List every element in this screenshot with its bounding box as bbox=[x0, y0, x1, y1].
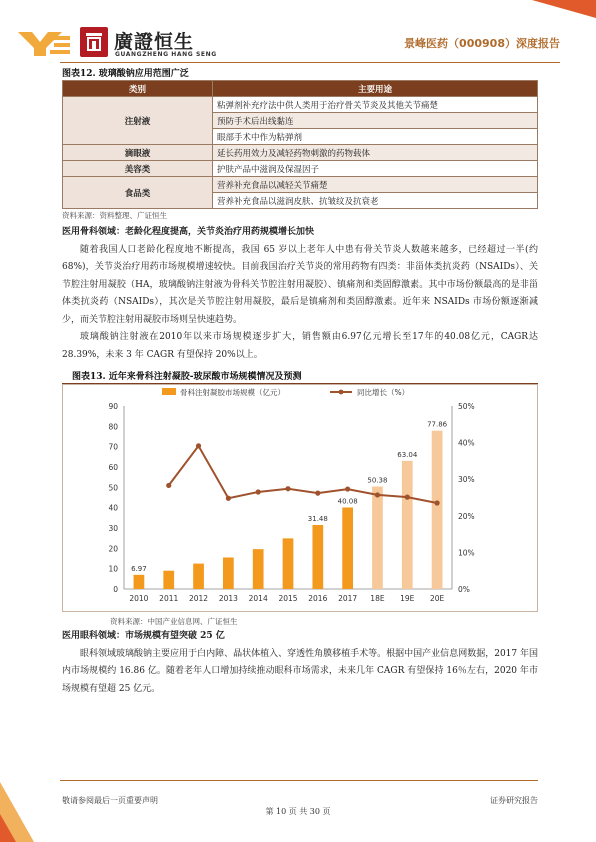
growth-point bbox=[345, 486, 350, 491]
bar bbox=[193, 564, 204, 589]
figure13-title-bar bbox=[62, 366, 538, 384]
market-size-chart bbox=[62, 384, 538, 612]
y-left-tick-label: 70 bbox=[108, 442, 118, 452]
table12-source: 资料来源：资料整理、广证恒生 bbox=[62, 211, 167, 220]
eye-paragraph-1: 眼科领域玻璃酸钠主要应用于白内障、晶状体植入、穿透性角膜移植手术等。根据中国产业信息网数据，2017 年国内市场规模约 16.86 亿。随着老年人口增加持续推动眼科市场需求，未来几年 CAGR 有望保持 16％左右，2020 年市场规模有望超 25 亿元。 bbox=[62, 648, 538, 694]
y-right-tick-label: 30% bbox=[458, 475, 475, 485]
header-divider bbox=[60, 62, 560, 63]
growth-point bbox=[405, 495, 410, 500]
bar bbox=[163, 571, 174, 589]
eye-heading: 医用眼科领域：市场规模有望突破 25 亿 bbox=[62, 631, 225, 641]
y-right-tick-label: 40% bbox=[458, 438, 475, 448]
table-cell-usage: 营养补充食品以滋润皮肤、抗皱纹及抗衰老 bbox=[213, 193, 538, 209]
ortho-paragraph-2: 玻璃酸钠注射液在2010年以来市场规模逐步扩大，销售额由6.97亿元增长至17年的40.08亿元，CAGR达 28.39%，未来 3 年 CAGR 有望保持 20%以上。 bbox=[62, 332, 538, 360]
y-left-tick-label: 80 bbox=[108, 422, 118, 432]
table-cell-usage: 眼部手术中作为粘弹剂 bbox=[213, 129, 538, 145]
bar bbox=[223, 557, 234, 589]
bar bbox=[312, 525, 323, 589]
x-tick-label: 2010 bbox=[129, 594, 149, 603]
footer-report-type: 证券研究报告 bbox=[490, 796, 538, 805]
y-left-tick-label: 60 bbox=[108, 463, 118, 472]
table-cell-usage: 粘弹剂补充疗法中供人类用于治疗骨关节炎及其他关节痛楚 bbox=[213, 97, 538, 113]
legend-label-line: 同比增长（%） bbox=[357, 388, 410, 397]
figure13-source: 资料来源：中国产业信息网、广证恒生 bbox=[110, 617, 238, 626]
bar bbox=[432, 431, 443, 589]
y-left-tick-label: 0 bbox=[113, 585, 118, 594]
growth-point bbox=[256, 489, 261, 494]
table-header-usage: 主要用途 bbox=[213, 81, 538, 97]
data-label: 63.04 bbox=[397, 450, 418, 459]
growth-point bbox=[196, 443, 201, 448]
legend-label-bar: 骨科注射凝胶市场规模（亿元） bbox=[180, 388, 285, 397]
x-tick-label: 20E bbox=[429, 594, 445, 603]
growth-point bbox=[434, 500, 439, 505]
y-left-tick-label: 50 bbox=[108, 483, 118, 493]
y-right-tick-label: 50% bbox=[458, 402, 475, 411]
ortho-section bbox=[62, 224, 538, 364]
data-label: 77.86 bbox=[427, 420, 448, 429]
legend-swatch-bar bbox=[162, 388, 176, 395]
bar bbox=[342, 508, 353, 589]
table-row bbox=[63, 177, 538, 193]
table-cell-usage: 护肤产品中滋润及保湿因子 bbox=[213, 161, 538, 177]
x-tick-label: 2017 bbox=[338, 594, 358, 603]
usage-table bbox=[62, 80, 538, 209]
table12-title: 图表12. 玻璃酸钠应用范围广泛 bbox=[62, 69, 189, 79]
y-left-tick-label: 90 bbox=[108, 402, 118, 411]
data-label: 50.38 bbox=[367, 476, 388, 485]
company-name-cn: 廣證恒生 bbox=[114, 31, 195, 53]
ortho-paragraph-1: 随着我国人口老龄化程度地不断提高，我国 65 岁以上老年人中患有骨关节炎人数越来越多，已经超过一半(约 68%)，关节炎治疗用药市场规模增速较快。目前我国治疗关节炎的常用药物有四类：非甾体类抗炎药（NSAIDs）、关节腔注射用凝胶（HA，玻璃酸钠注射液为骨科关节腔注射用凝胶）、镇痛剂和类固醇激素。其中市场份额最高的是非甾体类抗炎药（NSAIDs），其次是关节腔注射用凝胶，最后是镇痛剂和类固醇激素。近年来 NSAIDs 市场份额逐渐减少，而关节腔注射用凝胶市场则呈快速趋势。 bbox=[62, 244, 538, 325]
brand-emblem-icon bbox=[80, 27, 108, 57]
x-tick-label: 2016 bbox=[308, 594, 328, 603]
footer-corner-accent bbox=[0, 814, 16, 842]
footer-divider bbox=[60, 780, 538, 781]
data-label: 6.97 bbox=[131, 564, 147, 573]
table-header-row bbox=[63, 81, 538, 97]
table-cell-category: 滴眼液 bbox=[63, 145, 213, 161]
data-label: 31.48 bbox=[307, 514, 328, 523]
data-label: 40.08 bbox=[337, 497, 358, 506]
x-tick-label: 2013 bbox=[218, 594, 238, 603]
y-left-tick-label: 40 bbox=[108, 503, 118, 513]
y-right-tick-label: 20% bbox=[458, 511, 475, 521]
table-cell-usage: 营养补充食品以减轻关节痛楚 bbox=[213, 177, 538, 193]
x-tick-label: 2015 bbox=[278, 594, 298, 603]
growth-point bbox=[315, 491, 320, 496]
report-title: 景峰医药（000908）深度报告 bbox=[404, 37, 560, 50]
bar bbox=[134, 575, 145, 589]
table-cell-category: 美容类 bbox=[63, 161, 213, 177]
y-right-tick-label: 0% bbox=[458, 585, 470, 594]
x-tick-label: 18E bbox=[370, 594, 385, 603]
table-cell-category: 食品类 bbox=[63, 177, 213, 209]
table-row bbox=[63, 97, 538, 113]
company-name-en: GUANGZHENG HANG SENG bbox=[115, 51, 217, 58]
growth-point bbox=[285, 486, 290, 491]
y-right-tick-label: 10% bbox=[458, 548, 475, 558]
growth-point bbox=[166, 483, 171, 488]
ortho-heading: 医用骨科领域：老龄化程度提高，关节炎治疗用药规模增长加快 bbox=[62, 227, 315, 237]
eye-section bbox=[62, 628, 538, 698]
bar bbox=[402, 461, 413, 589]
table-cell-usage: 预防手术后出线黏连 bbox=[213, 113, 538, 129]
figure13-title: 图表13. 近年来骨科注射凝胶-玻尿酸市场规模情况及预测 bbox=[72, 372, 302, 382]
y-left-tick-label: 20 bbox=[108, 544, 118, 554]
y-left-tick-label: 30 bbox=[108, 524, 118, 533]
bar bbox=[372, 487, 383, 589]
growth-point bbox=[226, 496, 231, 501]
page-number: 第 10 页 共 30 页 bbox=[265, 807, 331, 816]
table-row bbox=[63, 161, 538, 177]
bar bbox=[253, 549, 264, 589]
company-logo-icon bbox=[18, 30, 72, 58]
table-header-category: 类别 bbox=[63, 81, 213, 97]
legend-marker-line bbox=[339, 390, 344, 395]
x-tick-label: 2011 bbox=[159, 594, 179, 603]
x-tick-label: 2012 bbox=[188, 594, 209, 603]
table-row bbox=[63, 145, 538, 161]
table-cell-usage: 延长药用效力及减轻药物刺激的药物载体 bbox=[213, 145, 538, 161]
growth-point bbox=[375, 492, 380, 497]
x-tick-label: 2014 bbox=[248, 594, 268, 603]
x-tick-label: 19E bbox=[400, 594, 415, 603]
y-left-tick-label: 10 bbox=[108, 564, 118, 574]
table-cell-category: 注射液 bbox=[63, 97, 213, 145]
header-corner-decoration bbox=[532, 0, 596, 18]
footer-disclaimer: 敬请参阅最后一页重要声明 bbox=[62, 796, 158, 805]
bar bbox=[283, 538, 294, 589]
